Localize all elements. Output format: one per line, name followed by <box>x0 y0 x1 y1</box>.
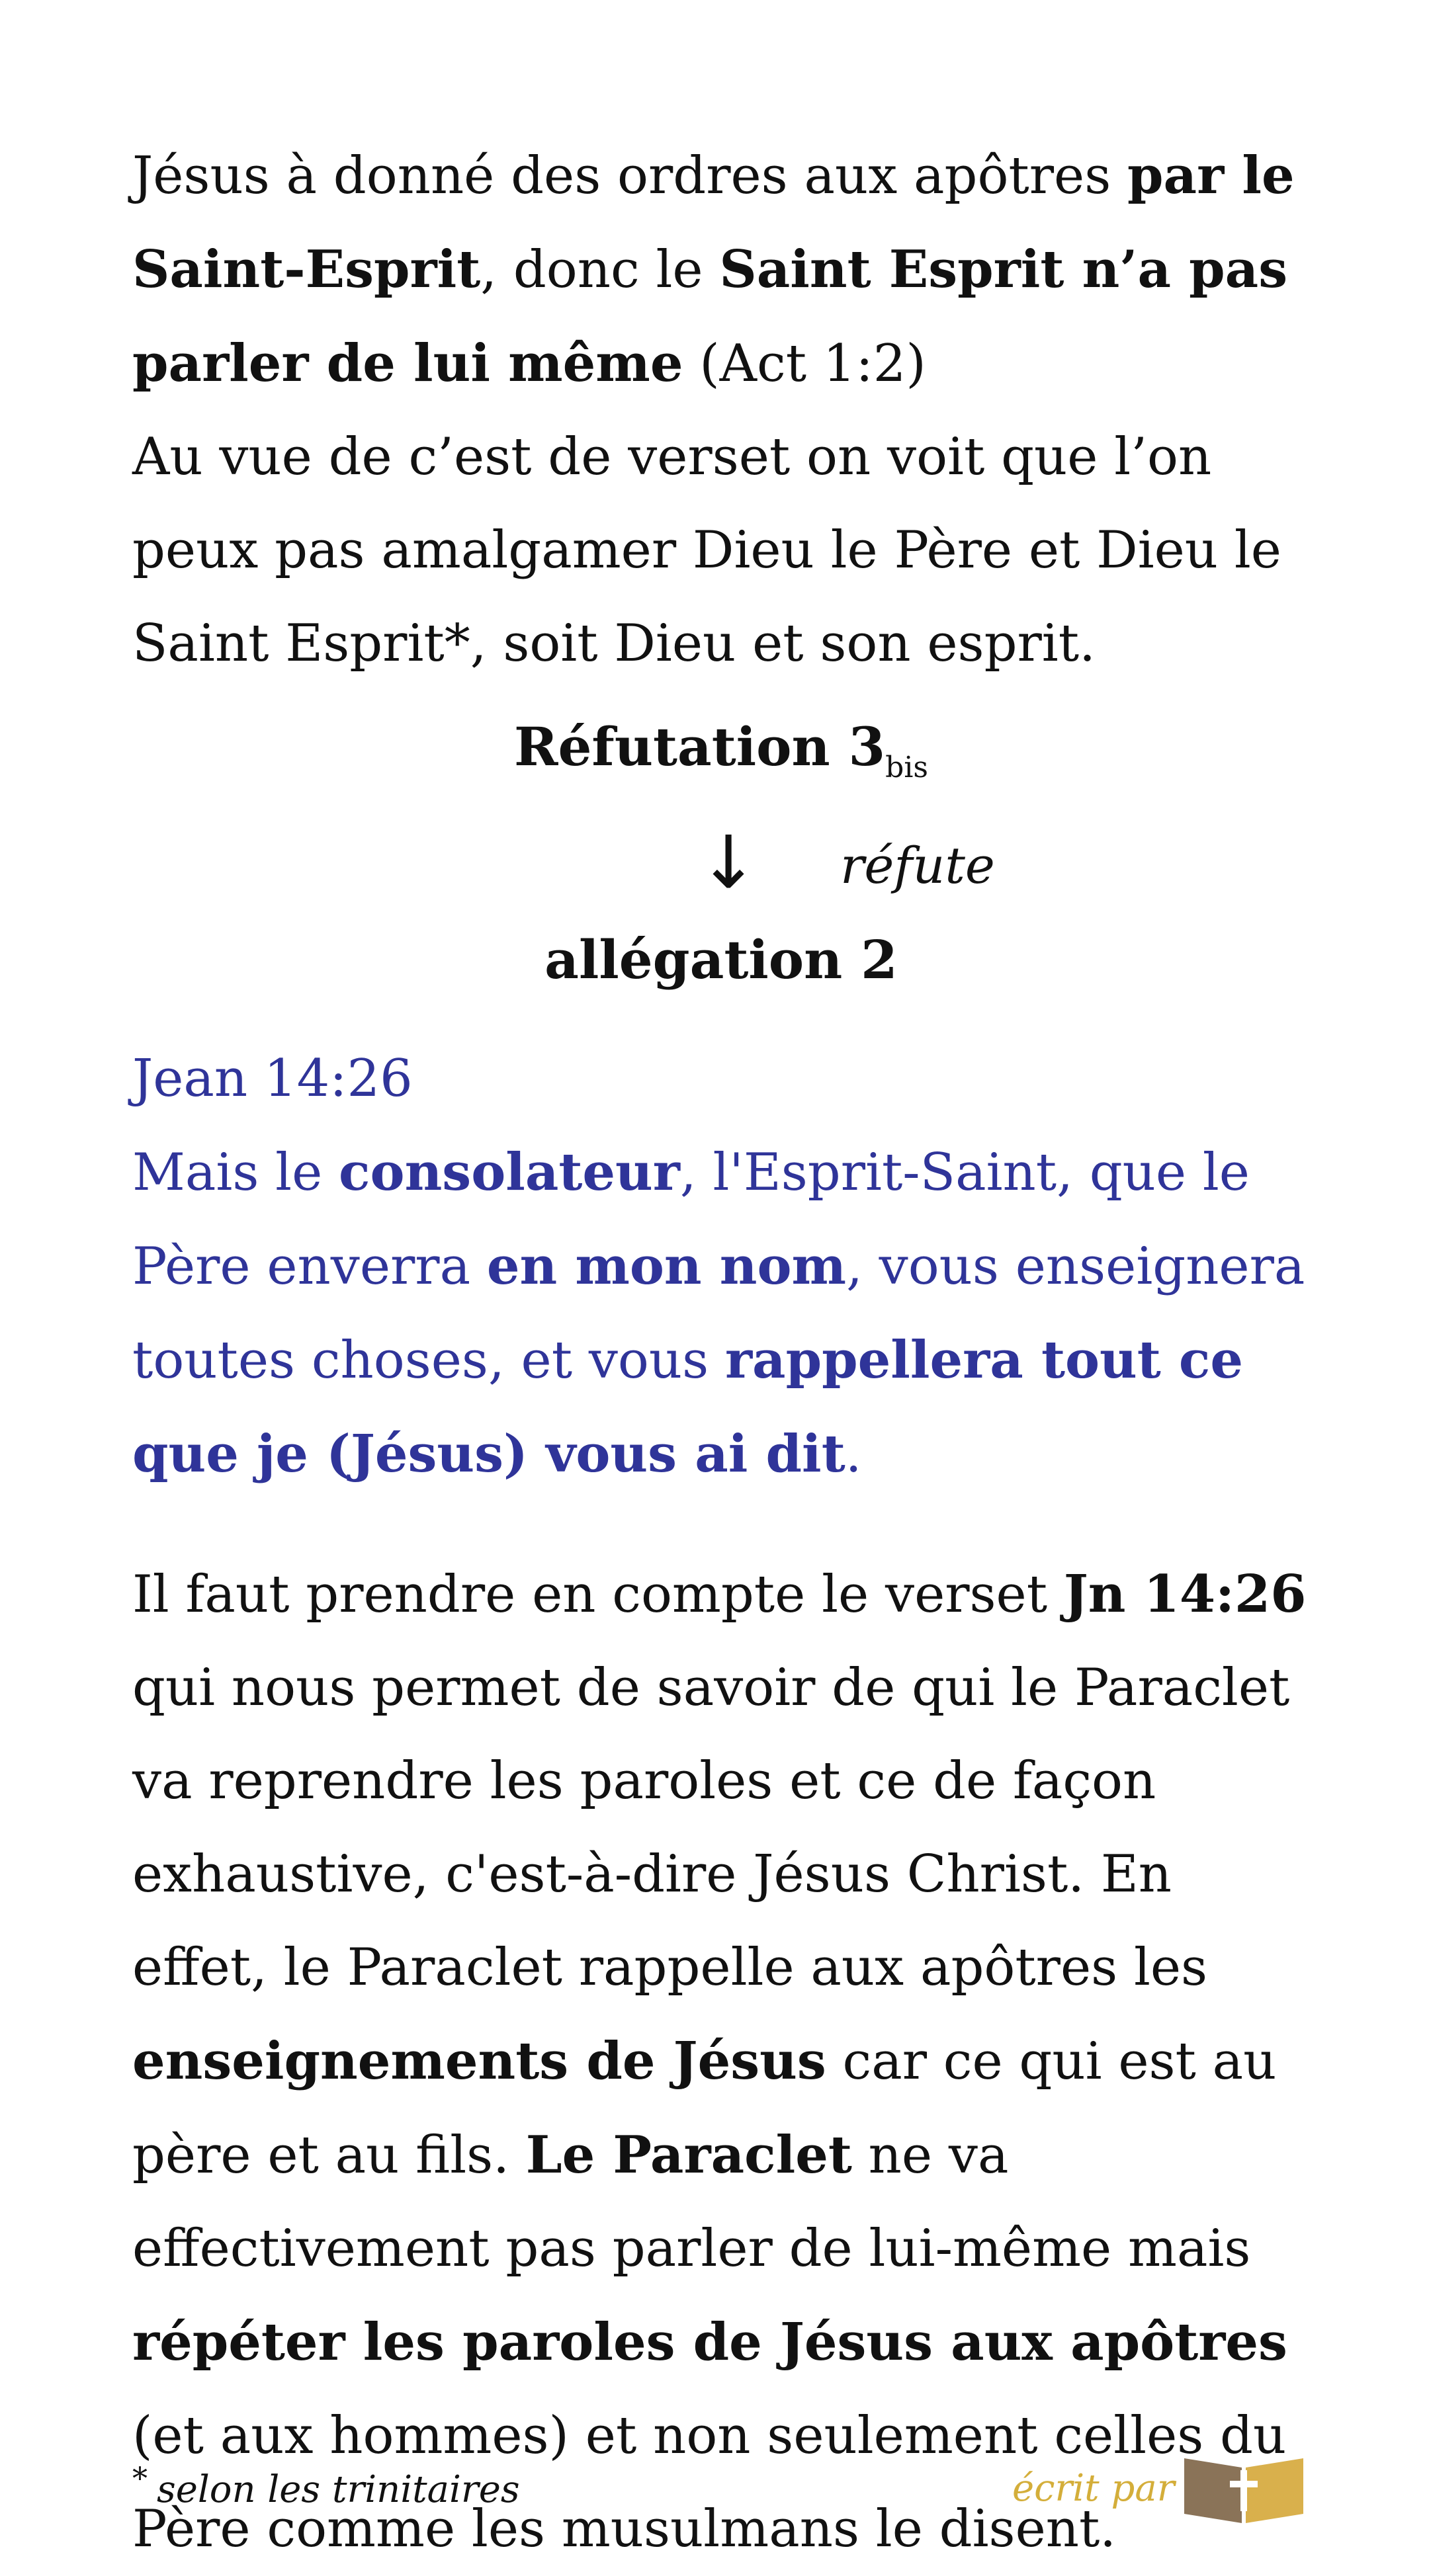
intro-text: (Act 1:2) <box>683 334 926 394</box>
intro-bold: par le Saint-Esprit <box>132 145 1295 300</box>
cross-horizontal <box>1230 2481 1258 2487</box>
verse-text: Mais le <box>132 1143 339 1202</box>
footnote-text: selon les trinitaires <box>157 2468 520 2511</box>
brand-signature: écrit par <box>1012 2467 1175 2510</box>
allegation-heading: allégation 2 <box>544 929 898 991</box>
verse-bold: rappellera tout ce que je (Jésus) vous ai dit <box>132 1330 1244 1484</box>
intro-text: Jésus à donné des ordres aux apôtres <box>132 146 1128 206</box>
explanation-text: Il faut prendre en compte le verset <box>132 1565 1064 1624</box>
refutation-label: Réfutation 3 <box>514 716 886 778</box>
refute-label: réfute <box>840 836 995 895</box>
explanation-bold: enseignements de Jésus <box>132 2031 826 2091</box>
footnote <box>132 2460 520 2511</box>
intro-bold: Saint Esprit n’a pas parler de lui même <box>132 239 1288 394</box>
footnote-star: * <box>132 2460 148 2496</box>
bible-right-page <box>1246 2458 1303 2523</box>
verse-text: , l'Esprit-Saint, que le Père enverra <box>132 1143 1250 1296</box>
open-bible-cross-icon <box>1181 2450 1307 2526</box>
down-arrow-icon: ↓ <box>698 820 759 905</box>
explanation-text: (et aux hommes) et non seulement celles du Père comme les musulmans le disent. <box>132 2406 1287 2559</box>
explanation-text: car ce qui est au père et au fils. <box>132 2032 1277 2185</box>
page-content <box>132 129 1310 2576</box>
cross-vertical <box>1240 2470 1247 2511</box>
explanation-text: ne va effectivement pas parler de lui-même mais <box>132 2126 1251 2278</box>
intro-text: , donc le <box>480 240 720 300</box>
explanation-text: qui nous permet de savoir de qui le Paraclet va reprendre les paroles et ce de façon exhaustive, c'est-à-dire Jésus Christ. En effet, le Paraclet rappelle aux apôtres les <box>132 1658 1290 1997</box>
refutation-heading <box>132 707 1310 808</box>
explanation-bold: Le Paraclet <box>525 2125 852 2185</box>
verse-text: , vous enseignera toutes choses, et vous <box>132 1237 1305 1390</box>
explanation-bold: répéter les paroles de Jésus aux apôtres <box>132 2312 1287 2372</box>
explanation-bold: Jn 14:26 <box>1063 1564 1307 1624</box>
explanation-paragraph <box>132 1548 1310 2576</box>
bible-left-page <box>1184 2458 1242 2523</box>
verse-reference: Jean 14:26 <box>132 1049 413 1108</box>
refute-connector <box>132 808 1310 920</box>
intro-conclusion: Au vue de c’est de verset on voit que l’on peux pas amalgamer Dieu le Père et Dieu le Saint Esprit*, soit Dieu et son esprit. <box>132 427 1281 673</box>
intro-paragraph <box>132 129 1310 690</box>
refutation-subscript: bis <box>885 751 928 784</box>
verse-bold: consolateur <box>339 1142 680 1202</box>
verse-quote <box>132 1032 1310 1501</box>
verse-bold: en mon nom <box>486 1236 847 1296</box>
verse-text: . <box>845 1425 862 1484</box>
